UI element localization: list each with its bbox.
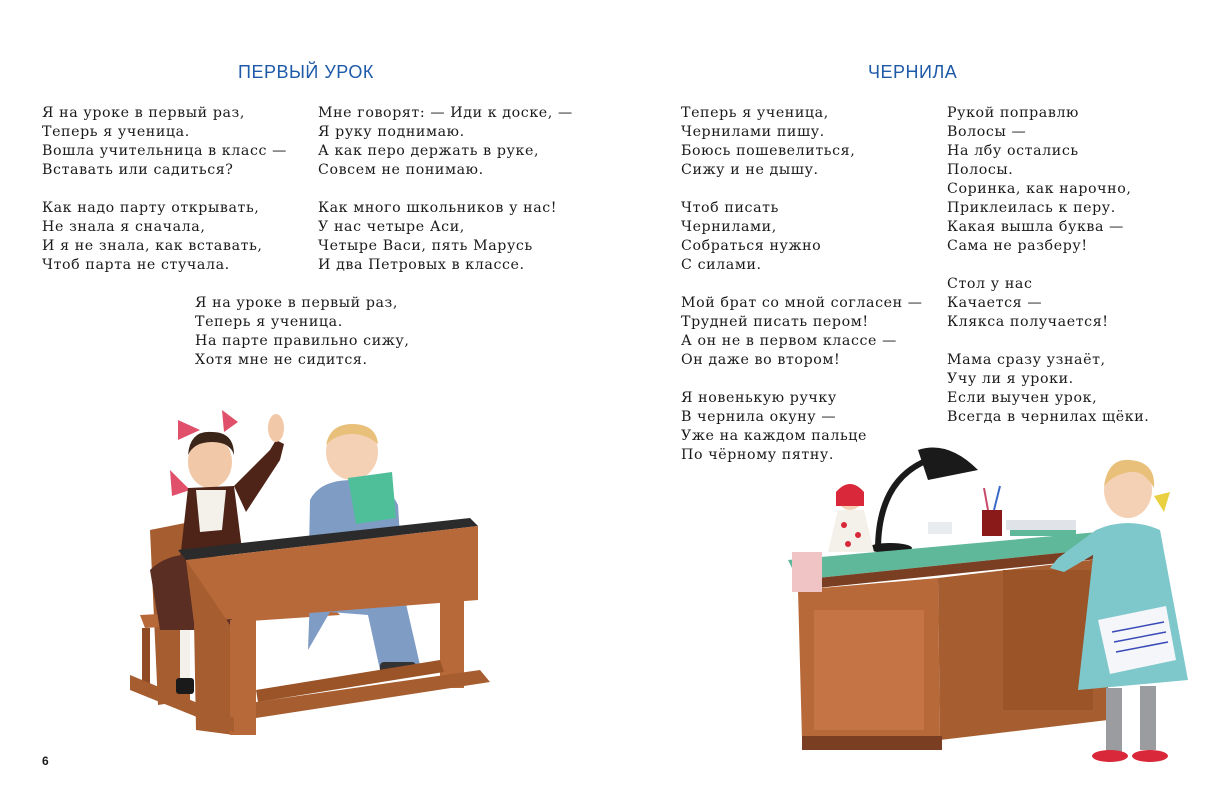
verse-line: Как много школьников у нас! (318, 200, 558, 216)
verse-line: Не знала я сначала, (42, 219, 206, 235)
verse-line: Соринка, как нарочно, (947, 181, 1132, 197)
verse-line: По чёрному пятну. (681, 447, 834, 463)
verse-line: На парте правильно сижу, (195, 333, 410, 349)
verse-line: Я руку поднимаю. (318, 124, 465, 140)
stanza (681, 294, 961, 370)
verse-line: Вставать или садиться? (42, 162, 234, 178)
verse-line: У нас четыре Аси, (318, 219, 465, 235)
verse-line: Стол у нас (947, 276, 1033, 292)
stanza (681, 104, 961, 180)
poem-first-lesson-column-1 (42, 104, 322, 294)
stanza (318, 104, 598, 180)
page-number: 6 (42, 754, 49, 768)
verse-line: Чтоб писать (681, 200, 779, 216)
verse-line: Рукой поправлю (947, 105, 1080, 121)
verse-line: Теперь я ученица. (195, 314, 343, 330)
verse-line: Мой брат со мной согласен — (681, 295, 923, 311)
verse-line: Боюсь пошевелиться, (681, 143, 856, 159)
verse-line: И два Петровых в классе. (318, 257, 525, 273)
verse-line: На лбу остались (947, 143, 1079, 159)
poem-title-ink: ЧЕРНИЛА (868, 62, 958, 82)
stanza (42, 104, 322, 180)
verse-line: Приклеилась к перу. (947, 200, 1116, 216)
verse-line: В чернила окуну — (681, 409, 837, 425)
verse-line: Хотя мне не сидится. (195, 352, 368, 368)
verse-line: Трудней писать пером! (681, 314, 869, 330)
poem-first-lesson-column-2 (318, 104, 598, 294)
stanza (42, 199, 322, 275)
verse-line: Мне говорят: — Иди к доске, — (318, 105, 573, 121)
poem-ink-column-2 (947, 104, 1219, 446)
stanza (681, 199, 961, 275)
stanza (947, 104, 1219, 256)
verse-line: Я на уроке в первый раз, (42, 105, 246, 121)
verse-line: Теперь я ученица. (42, 124, 190, 140)
verse-line: А как перо держать в руке, (318, 143, 540, 159)
verse-line: Он даже во втором! (681, 352, 841, 368)
verse-line: Совсем не понимаю. (318, 162, 484, 178)
verse-line: А он не в первом классе — (681, 333, 897, 349)
verse-line: Учу ли я уроки. (947, 371, 1074, 387)
verse-line: Сижу и не дышу. (681, 162, 819, 178)
girl-at-writing-desk-illustration (778, 440, 1198, 780)
verse-line: Я новенькую ручку (681, 390, 837, 406)
verse-line: Четыре Васи, пять Марусь (318, 238, 533, 254)
verse-line: Мама сразу узнаёт, (947, 352, 1106, 368)
poem-title-first-lesson: ПЕРВЫЙ УРОК (238, 62, 374, 82)
verse-line: Сама не разберу! (947, 238, 1088, 254)
verse-line: И я не знала, как вставать, (42, 238, 263, 254)
verse-line: Чернилами, (681, 219, 777, 235)
verse-line: Чернилами пишу. (681, 124, 825, 140)
verse-line: Теперь я ученица, (681, 105, 829, 121)
verse-line: Вошла учительница в класс — (42, 143, 287, 159)
verse-line: Собраться нужно (681, 238, 822, 254)
verse-line: Если выучен урок, (947, 390, 1098, 406)
verse-line: Качается — (947, 295, 1043, 311)
verse-line: Клякса получается! (947, 314, 1109, 330)
verse-line: Я на уроке в первый раз, (195, 295, 399, 311)
verse-line: Какая вышла буква — (947, 219, 1124, 235)
stanza (947, 351, 1219, 427)
verse-line: С силами. (681, 257, 762, 273)
verse-line: Как надо парту открывать, (42, 200, 260, 216)
poem-ink-column-1 (681, 104, 961, 484)
stanza (195, 294, 475, 370)
verse-line: Полосы. (947, 162, 1014, 178)
verse-line: Уже на каждом пальце (681, 428, 868, 444)
verse-line: Чтоб парта не стучала. (42, 257, 230, 273)
school-desk-children-illustration (130, 400, 500, 745)
stanza (947, 275, 1219, 332)
verse-line: Волосы — (947, 124, 1027, 140)
stanza (318, 199, 598, 275)
poem-first-lesson-final-stanza (195, 294, 475, 389)
verse-line: Всегда в чернилах щёки. (947, 409, 1150, 425)
